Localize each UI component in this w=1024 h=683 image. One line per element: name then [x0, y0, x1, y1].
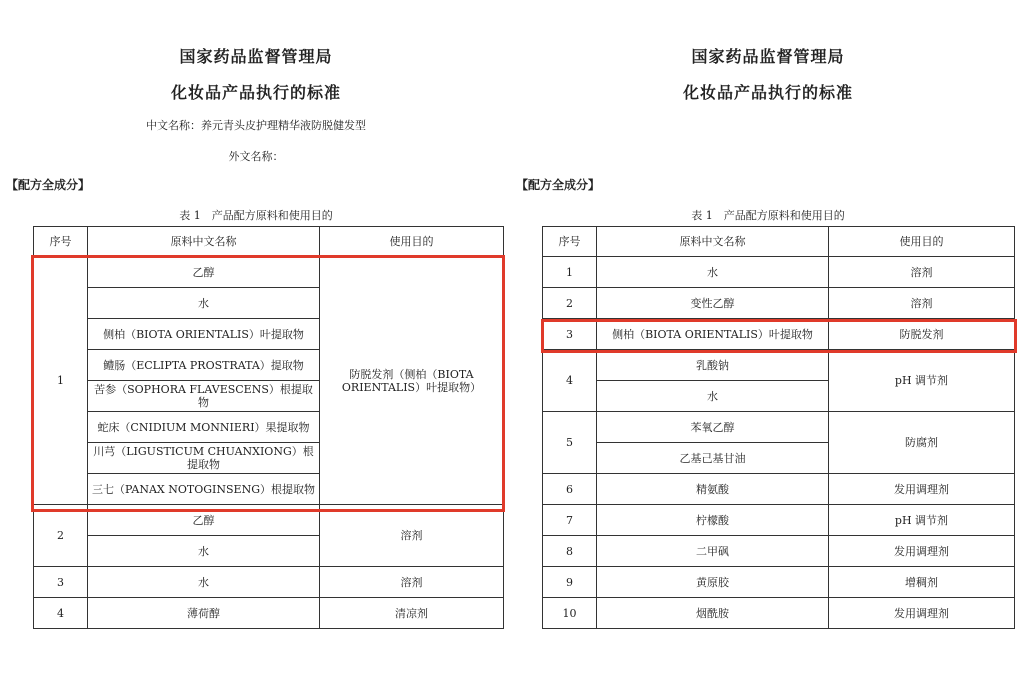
table-row	[543, 567, 1015, 598]
ingredient-name: 精氨酸	[597, 474, 829, 505]
formula-table	[542, 226, 1015, 629]
usage-purpose: 防脱发剂（侧柏（BIOTA ORIENTALIS）叶提取物）	[320, 257, 504, 505]
ingredient-name: 水	[597, 381, 829, 412]
ingredient-name: 苯氧乙醇	[597, 412, 829, 443]
ingredient-name: 蛇床（CNIDIUM MONNIERI）果提取物	[88, 412, 320, 443]
right-document	[512, 0, 1024, 683]
usage-purpose: 发用调理剂	[829, 474, 1015, 505]
ingredient-name: 鳢肠（ECLIPTA PROSTRATA）提取物	[88, 350, 320, 381]
table-row	[543, 598, 1015, 629]
usage-purpose: 溶剂	[829, 288, 1015, 319]
usage-purpose: 增稠剂	[829, 567, 1015, 598]
ingredient-name: 水	[88, 288, 320, 319]
ingredient-name: 变性乙醇	[597, 288, 829, 319]
chinese-name: 中文名称：养元青头皮护理精华液防脱健发型	[146, 119, 366, 132]
ingredient-name: 水	[88, 536, 320, 567]
table-row	[543, 288, 1015, 319]
formula-table	[33, 226, 504, 629]
agency-title: 国家药品监督管理局	[691, 47, 845, 66]
row-number: 3	[34, 567, 88, 598]
row-number: 2	[543, 288, 597, 319]
usage-purpose: 溶剂	[829, 257, 1015, 288]
table-row	[34, 505, 504, 536]
ingredient-name: 乙基己基甘油	[597, 443, 829, 474]
ingredient-name: 川芎（LIGUSTICUM CHUANXIONG）根提取物	[88, 443, 320, 474]
header-purpose: 使用目的	[320, 227, 504, 257]
table-row	[34, 598, 504, 629]
usage-purpose: 发用调理剂	[829, 598, 1015, 629]
header-ingredient: 原料中文名称	[88, 227, 320, 257]
table-row	[543, 257, 1015, 288]
formula-section-title: 【配方全成分】	[6, 178, 91, 192]
row-number: 1	[543, 257, 597, 288]
ingredient-name: 苦参（SOPHORA FLAVESCENS）根提取物	[88, 381, 320, 412]
ingredient-name: 烟酰胺	[597, 598, 829, 629]
ingredient-name: 薄荷醇	[88, 598, 320, 629]
table-row	[34, 567, 504, 598]
table-caption: 表 1 产品配方原料和使用目的	[691, 209, 845, 222]
usage-purpose: 防脱发剂	[829, 319, 1015, 350]
table-row	[543, 319, 1015, 350]
table-caption: 表 1 产品配方原料和使用目的	[179, 209, 333, 222]
usage-purpose: pH 调节剂	[829, 505, 1015, 536]
ingredient-name: 柠檬酸	[597, 505, 829, 536]
header-purpose: 使用目的	[829, 227, 1015, 257]
ingredient-name: 黄原胶	[597, 567, 829, 598]
document-title: 化妆品产品执行的标准	[682, 83, 853, 102]
table-row	[543, 350, 1015, 381]
table-row	[543, 474, 1015, 505]
header-ingredient: 原料中文名称	[597, 227, 829, 257]
header-no: 序号	[34, 227, 88, 257]
row-number: 4	[34, 598, 88, 629]
usage-purpose: 清凉剂	[320, 598, 504, 629]
ingredient-name: 乙醇	[88, 257, 320, 288]
document-title: 化妆品产品执行的标准	[170, 83, 341, 102]
row-number: 4	[543, 350, 597, 412]
header-no: 序号	[543, 227, 597, 257]
ingredient-name: 乙醇	[88, 505, 320, 536]
table-row	[543, 412, 1015, 443]
usage-purpose: 溶剂	[320, 505, 504, 567]
usage-purpose: 溶剂	[320, 567, 504, 598]
table-row	[543, 505, 1015, 536]
table-row	[543, 536, 1015, 567]
row-number: 10	[543, 598, 597, 629]
row-number: 8	[543, 536, 597, 567]
row-number: 7	[543, 505, 597, 536]
row-number: 3	[543, 319, 597, 350]
ingredient-name: 水	[597, 257, 829, 288]
formula-section-title: 【配方全成分】	[516, 178, 601, 192]
foreign-name: 外文名称：	[228, 150, 284, 163]
row-number: 1	[34, 257, 88, 505]
ingredient-name: 二甲砜	[597, 536, 829, 567]
agency-title: 国家药品监督管理局	[179, 47, 333, 66]
ingredient-name: 三七（PANAX NOTOGINSENG）根提取物	[88, 474, 320, 505]
usage-purpose: 发用调理剂	[829, 536, 1015, 567]
table-row	[34, 257, 504, 288]
ingredient-name: 侧柏（BIOTA ORIENTALIS）叶提取物	[597, 319, 829, 350]
usage-purpose: pH 调节剂	[829, 350, 1015, 412]
ingredient-name: 侧柏（BIOTA ORIENTALIS）叶提取物	[88, 319, 320, 350]
row-number: 2	[34, 505, 88, 567]
usage-purpose: 防腐剂	[829, 412, 1015, 474]
ingredient-name: 水	[88, 567, 320, 598]
row-number: 5	[543, 412, 597, 474]
ingredient-name: 乳酸钠	[597, 350, 829, 381]
row-number: 6	[543, 474, 597, 505]
row-number: 9	[543, 567, 597, 598]
